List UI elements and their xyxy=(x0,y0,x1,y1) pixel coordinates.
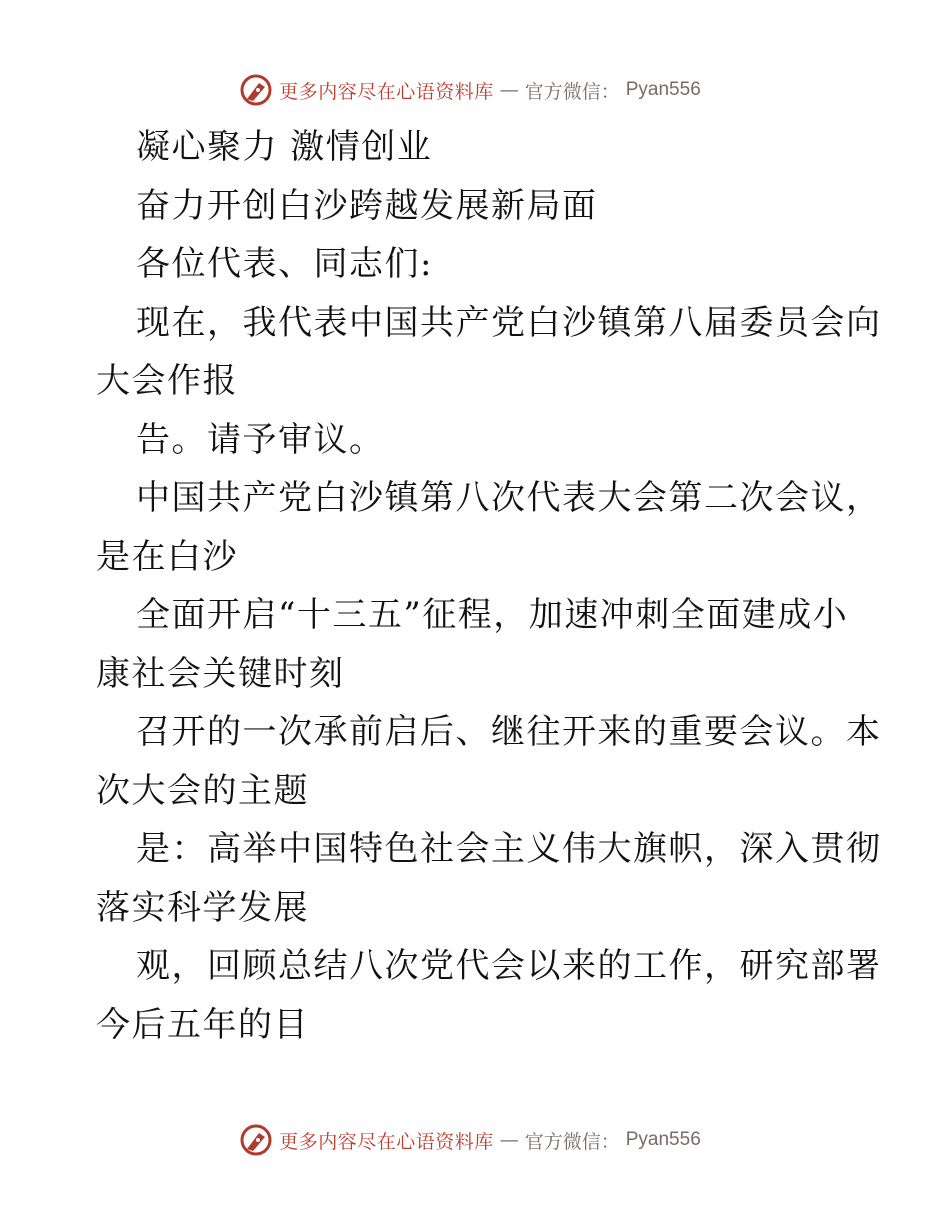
document-line: 康社会关键时刻 xyxy=(96,653,345,694)
pen-nib-logo-icon xyxy=(239,73,273,107)
document-line: 中国共产党白沙镇第八次代表大会第二次会议， xyxy=(136,478,882,518)
document-line: 大会作报 xyxy=(96,361,238,401)
pen-nib-logo-icon xyxy=(239,1123,273,1157)
document-line: 奋力开创白沙跨越发展新局面 xyxy=(136,185,598,226)
banner-account: Pyan556 xyxy=(625,1129,701,1150)
header-banner xyxy=(0,70,950,110)
document-line: 凝心聚力 激情创业 xyxy=(136,127,433,167)
document-line: 全面开启“十三五”征程，加速冲刺全面建成小 xyxy=(136,595,849,635)
document-line: 告。请予审议。 xyxy=(136,419,385,460)
document-line: 今后五年的目 xyxy=(96,1004,309,1045)
banner-dash: — xyxy=(499,79,519,101)
document-body xyxy=(96,118,882,1054)
footer-banner-content xyxy=(239,1123,701,1157)
document-line: 现在，我代表中国共产党白沙镇第八届委员会向 xyxy=(136,302,882,343)
banner-account: Pyan556 xyxy=(625,79,701,100)
banner-subtitle: 官方微信： xyxy=(524,80,620,103)
document-line: 落实科学发展 xyxy=(96,887,309,928)
document-line: 是在白沙 xyxy=(96,536,238,577)
banner-title: 更多内容尽在心语资料库 xyxy=(279,80,494,103)
document-line: 各位代表、同志们: xyxy=(136,244,433,284)
document-line: 观，回顾总结八次党代会以来的工作，研究部署 xyxy=(136,946,882,986)
document-line: 召开的一次承前启后、继往开来的重要会议。本 xyxy=(136,712,882,752)
banner-subtitle: 官方微信： xyxy=(524,1130,620,1153)
banner-dash: — xyxy=(499,1129,519,1151)
document-line: 次大会的主题 xyxy=(96,770,309,811)
document-line: 是：高举中国特色社会主义伟大旗帜，深入贯彻 xyxy=(136,829,882,869)
banner-title: 更多内容尽在心语资料库 xyxy=(279,1130,494,1153)
footer-banner xyxy=(0,1120,950,1160)
header-banner-content xyxy=(239,73,701,107)
